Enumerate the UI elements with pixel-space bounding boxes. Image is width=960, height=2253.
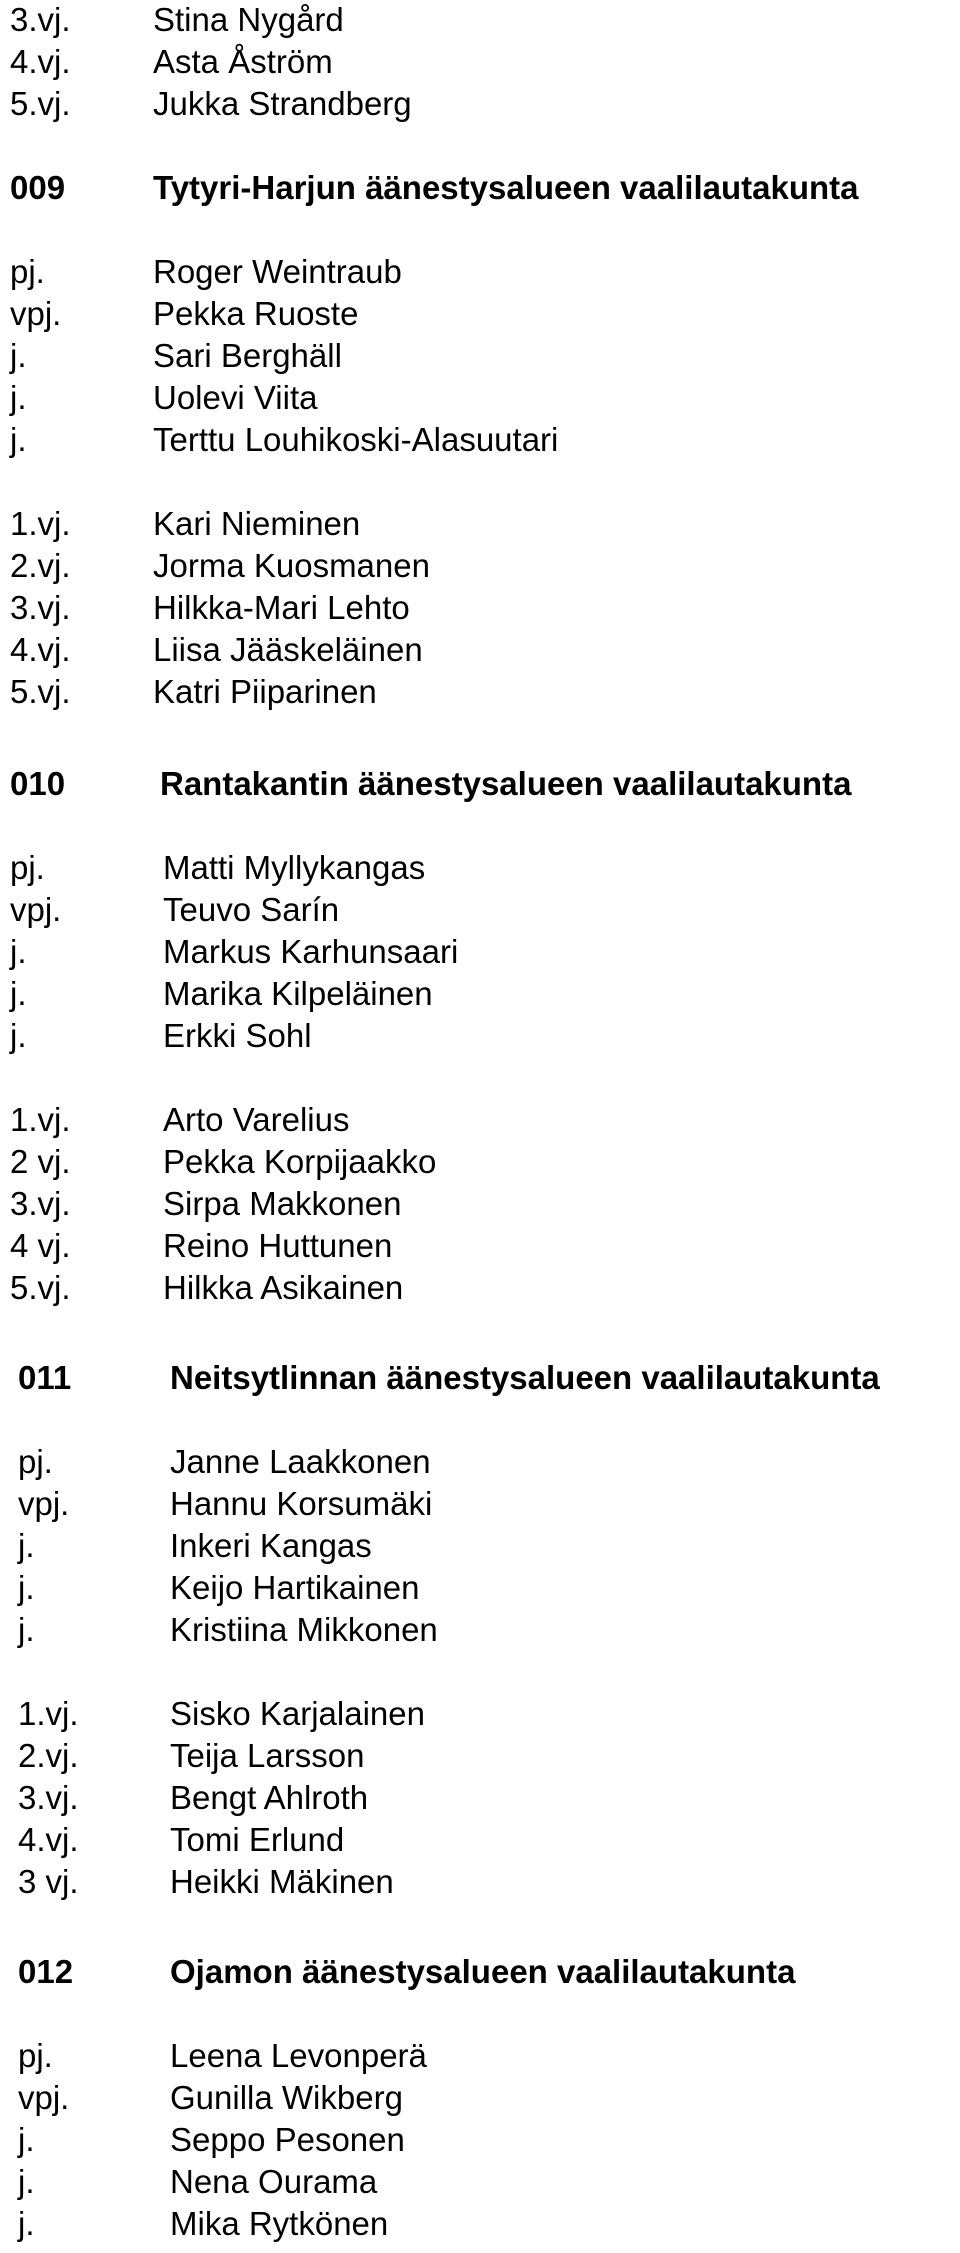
member-name: Hannu Korsumäki — [170, 1485, 433, 1522]
role-label: j. — [10, 933, 27, 970]
member-name: Mika Rytkönen — [170, 2205, 389, 2242]
section-title: Rantakantin äänestysalueen vaalilautakunta — [160, 765, 852, 802]
member-name: Markus Karhunsaari — [163, 933, 459, 970]
list-item — [0, 1862, 960, 1902]
list-item — [0, 932, 960, 972]
role-label: pj. — [10, 849, 45, 886]
list-item — [0, 1820, 960, 1860]
member-name: Asta Åström — [153, 43, 333, 80]
list-item — [0, 2204, 960, 2244]
member-name: Inkeri Kangas — [170, 1527, 372, 1564]
role-label: j. — [10, 421, 27, 458]
list-item — [0, 848, 960, 888]
member-name: Erkki Sohl — [163, 1017, 312, 1054]
role-label: 3.vj. — [10, 1185, 71, 1222]
member-name: Uolevi Viita — [153, 379, 318, 416]
list-item — [0, 1184, 960, 1224]
section-title: Ojamon äänestysalueen vaalilautakunta — [170, 1953, 796, 1990]
list-item — [0, 588, 960, 628]
list-item — [0, 546, 960, 586]
member-name: Jorma Kuosmanen — [153, 547, 430, 584]
list-item — [0, 1268, 960, 1308]
role-label: j. — [10, 337, 27, 374]
list-item — [0, 890, 960, 930]
section-heading — [0, 764, 960, 804]
list-item — [0, 1142, 960, 1182]
role-label: j. — [10, 379, 27, 416]
list-item — [0, 336, 960, 376]
member-name: Janne Laakkonen — [170, 1443, 431, 1480]
section-code: 010 — [10, 765, 66, 802]
list-item — [0, 252, 960, 292]
role-label: 5.vj. — [10, 85, 71, 122]
member-name: Bengt Ahlroth — [170, 1779, 369, 1816]
member-name: Jukka Strandberg — [153, 85, 412, 122]
role-label: j. — [18, 2163, 35, 2200]
list-item — [0, 1736, 960, 1776]
section-code: 009 — [10, 169, 66, 206]
member-name: Tomi Erlund — [170, 1821, 345, 1858]
member-name: Pekka Ruoste — [153, 295, 359, 332]
role-label: j. — [10, 975, 27, 1012]
member-name: Kristiina Mikkonen — [170, 1611, 438, 1648]
member-name: Pekka Korpijaakko — [163, 1143, 437, 1180]
list-item — [0, 2162, 960, 2202]
list-item — [0, 1610, 960, 1650]
member-name: Gunilla Wikberg — [170, 2079, 403, 2116]
member-name: Terttu Louhikoski-Alasuutari — [153, 421, 559, 458]
list-item — [0, 1226, 960, 1266]
section-title: Tytyri-Harjun äänestysalueen vaalilautakunta — [153, 169, 859, 206]
member-name: Teuvo Sarín — [163, 891, 340, 928]
role-label: 3.vj. — [10, 589, 71, 626]
list-item — [0, 1100, 960, 1140]
role-label: 1.vj. — [10, 1101, 71, 1138]
member-name: Hilkka-Mari Lehto — [153, 589, 410, 626]
list-item — [0, 2036, 960, 2076]
role-label: 3 vj. — [18, 1863, 79, 1900]
member-name: Reino Huttunen — [163, 1227, 393, 1264]
list-item — [0, 1568, 960, 1608]
member-name: Arto Varelius — [163, 1101, 350, 1138]
role-label: 1.vj. — [18, 1695, 79, 1732]
list-item — [0, 1778, 960, 1818]
role-label: vpj. — [10, 295, 62, 332]
role-label: j. — [18, 1611, 35, 1648]
list-item — [0, 1442, 960, 1482]
list-item — [0, 378, 960, 418]
member-name: Liisa Jääskeläinen — [153, 631, 423, 668]
list-item — [0, 504, 960, 544]
member-name: Sirpa Makkonen — [163, 1185, 402, 1222]
list-item — [0, 1484, 960, 1524]
list-item — [0, 974, 960, 1014]
role-label: 4.vj. — [10, 43, 71, 80]
section-code: 012 — [18, 1953, 74, 1990]
role-label: 4.vj. — [10, 631, 71, 668]
member-name: Sisko Karjalainen — [170, 1695, 425, 1732]
member-name: Roger Weintraub — [153, 253, 402, 290]
role-label: j. — [18, 1569, 35, 1606]
role-label: 5.vj. — [10, 673, 71, 710]
member-name: Kari Nieminen — [153, 505, 361, 542]
member-name: Keijo Hartikainen — [170, 1569, 420, 1606]
section-code: 011 — [18, 1359, 72, 1396]
role-label: j. — [18, 1527, 35, 1564]
role-label: 4.vj. — [18, 1821, 79, 1858]
role-label: vpj. — [18, 1485, 70, 1522]
list-item — [0, 84, 960, 124]
list-item — [0, 0, 960, 40]
list-item — [0, 294, 960, 334]
role-label: 5.vj. — [10, 1269, 71, 1306]
role-label: pj. — [18, 1443, 53, 1480]
role-label: 2.vj. — [18, 1737, 79, 1774]
section-heading — [0, 1358, 960, 1398]
member-name: Leena Levonperä — [170, 2037, 427, 2074]
role-label: vpj. — [10, 891, 62, 928]
list-item — [0, 630, 960, 670]
list-item — [0, 672, 960, 712]
list-item — [0, 2120, 960, 2160]
role-label: vpj. — [18, 2079, 70, 2116]
role-label: pj. — [18, 2037, 53, 2074]
member-name: Seppo Pesonen — [170, 2121, 405, 2158]
list-item — [0, 42, 960, 82]
list-item — [0, 1526, 960, 1566]
role-label: 3.vj. — [18, 1779, 79, 1816]
list-item — [0, 1694, 960, 1734]
member-name: Nena Ourama — [170, 2163, 378, 2200]
role-label: 1.vj. — [10, 505, 71, 542]
section-heading — [0, 1952, 960, 1992]
list-item — [0, 420, 960, 460]
role-label: j. — [10, 1017, 27, 1054]
list-item — [0, 2078, 960, 2118]
section-title: Neitsytlinnan äänestysalueen vaalilautakunta — [170, 1359, 880, 1396]
role-label: j. — [18, 2205, 35, 2242]
member-name: Teija Larsson — [170, 1737, 365, 1774]
member-name: Matti Myllykangas — [163, 849, 426, 886]
role-label: 2.vj. — [10, 547, 71, 584]
list-item — [0, 1016, 960, 1056]
member-name: Hilkka Asikainen — [163, 1269, 404, 1306]
member-name: Katri Piiparinen — [153, 673, 377, 710]
role-label: 3.vj. — [10, 1, 71, 38]
member-name: Stina Nygård — [153, 1, 344, 38]
section-heading — [0, 168, 960, 208]
member-name: Sari Berghäll — [153, 337, 342, 374]
role-label: pj. — [10, 253, 45, 290]
role-label: 4 vj. — [10, 1227, 71, 1264]
member-name: Heikki Mäkinen — [170, 1863, 394, 1900]
member-name: Marika Kilpeläinen — [163, 975, 433, 1012]
role-label: 2 vj. — [10, 1143, 71, 1180]
role-label: j. — [18, 2121, 35, 2158]
